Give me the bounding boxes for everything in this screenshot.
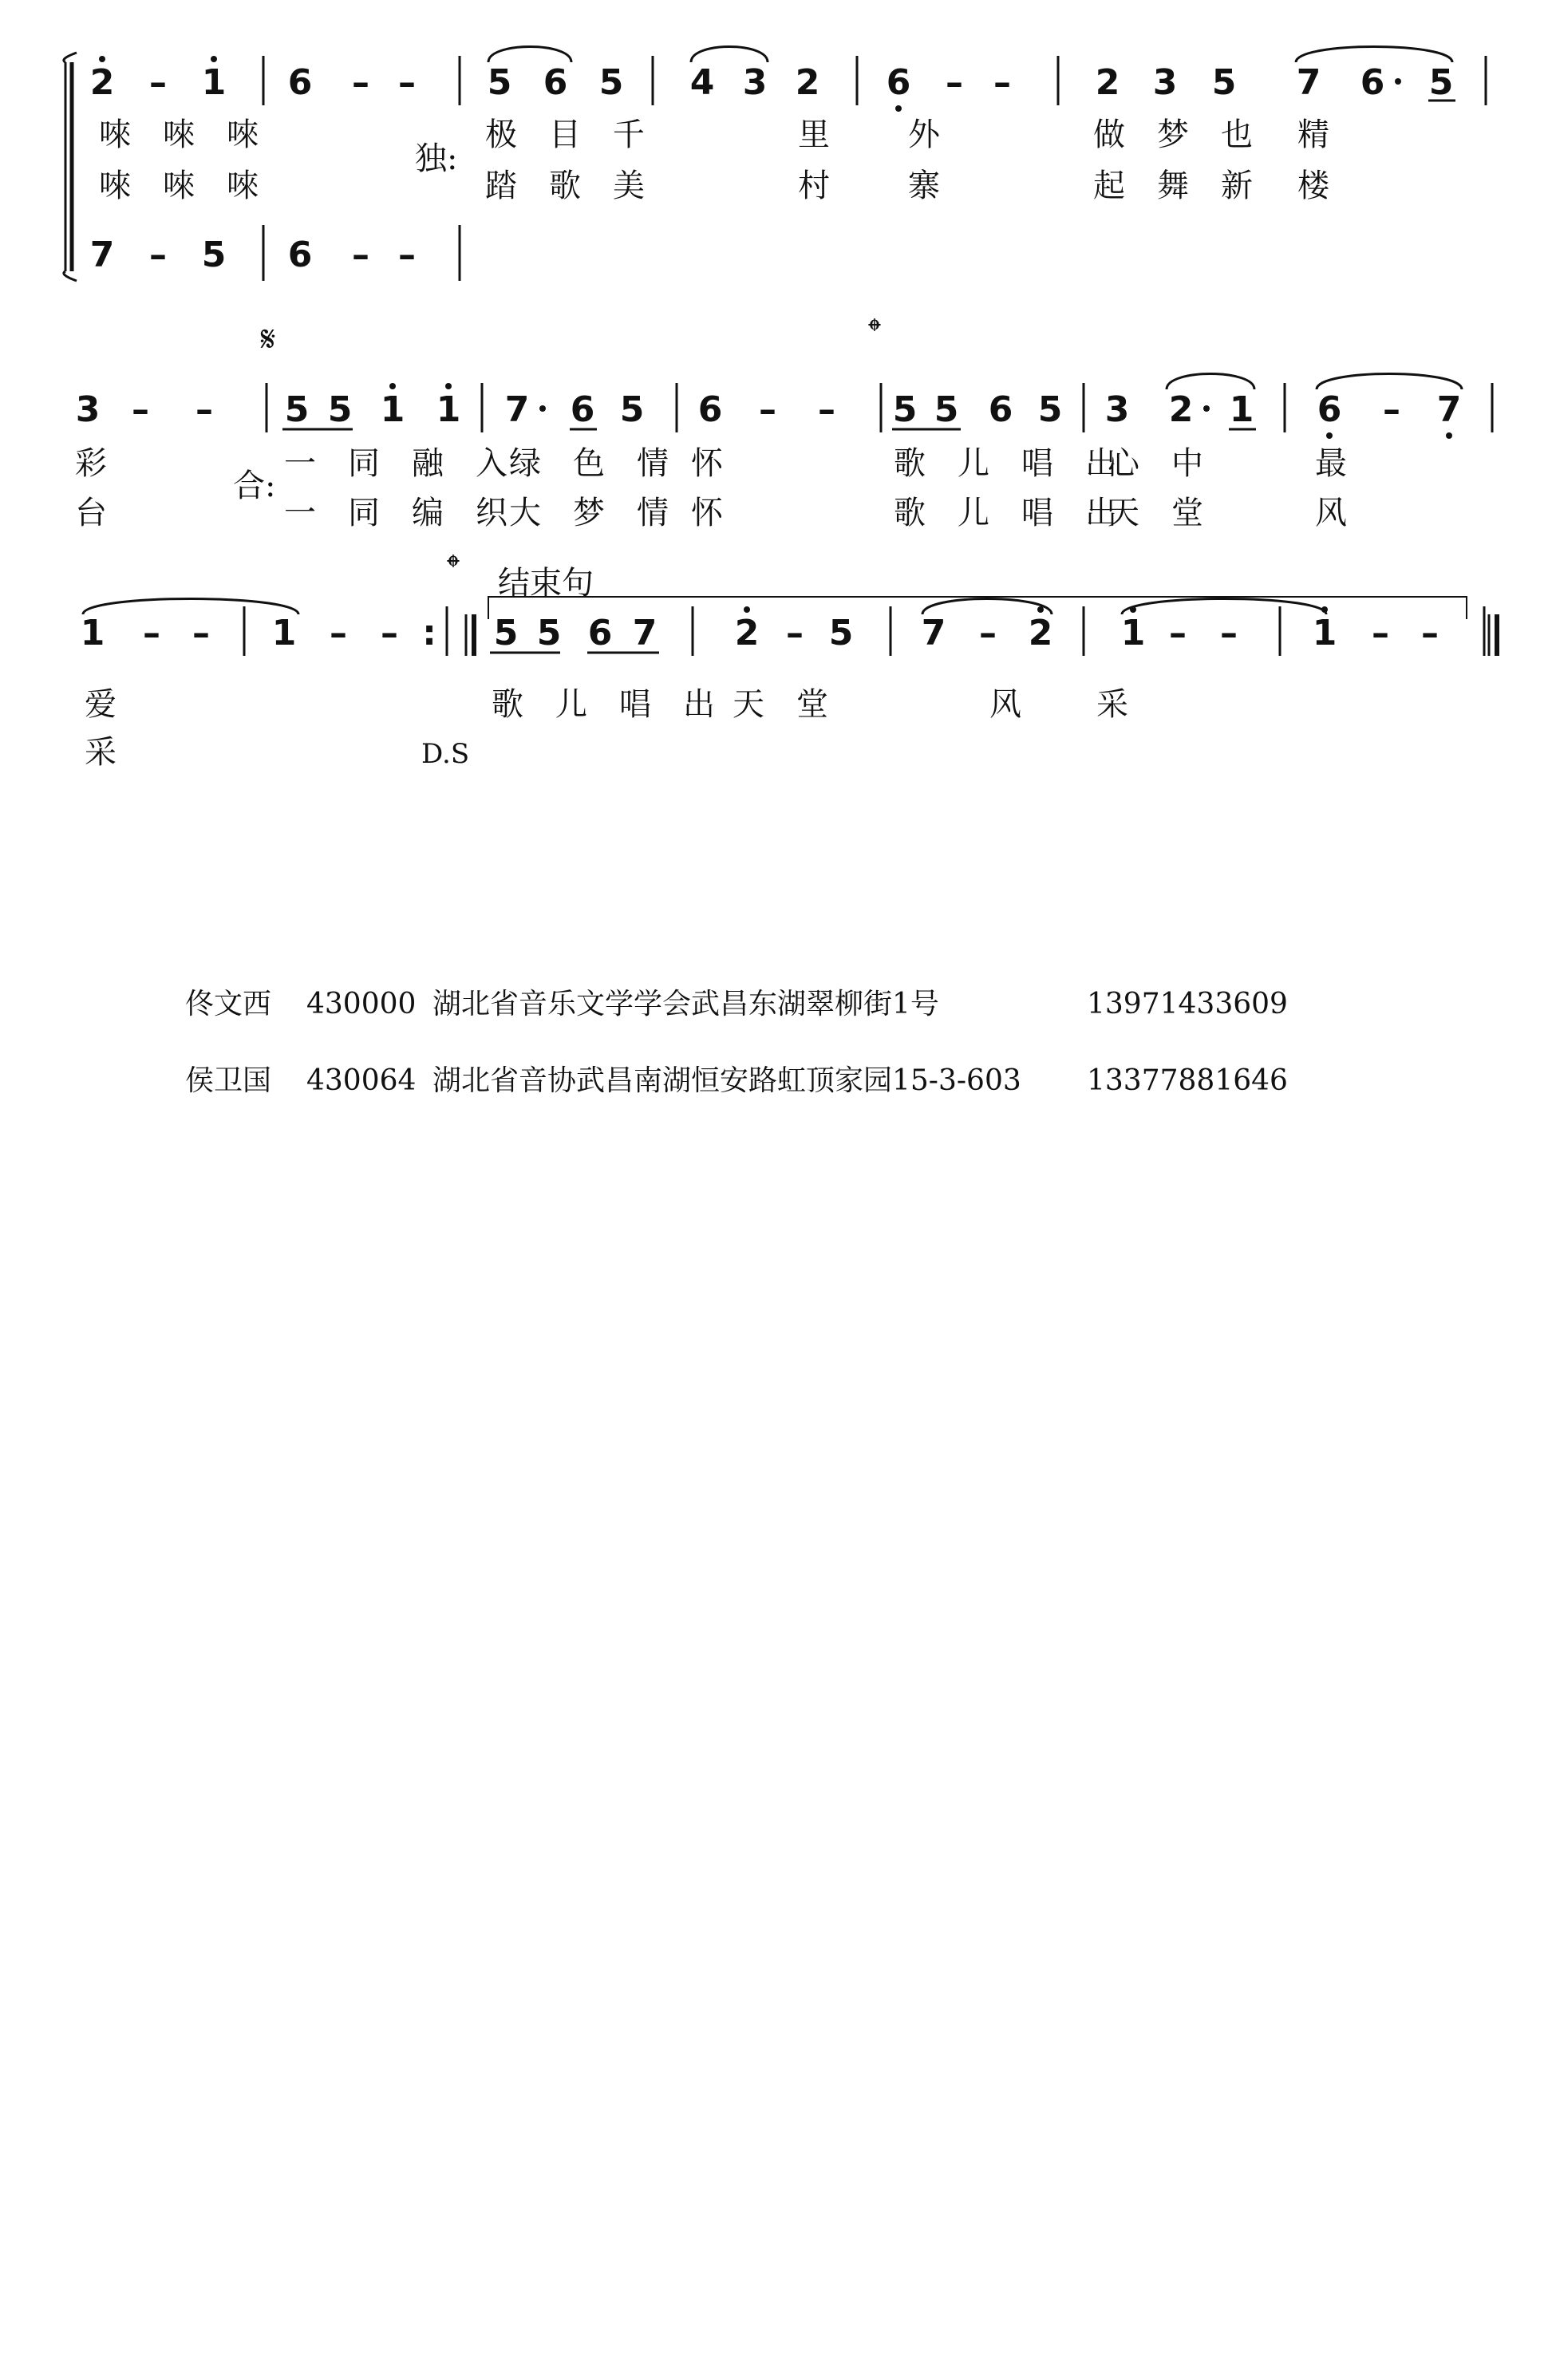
slur (1296, 47, 1452, 63)
lyric-text: 村 (798, 168, 830, 204)
slur (691, 47, 768, 63)
lyric-text: 歌 儿 唱 出 (894, 445, 1117, 482)
octave-dot-above (1037, 606, 1044, 613)
lyric-text: 唻 唻 唻 (99, 116, 259, 153)
slur (488, 47, 571, 63)
lyric-text: 爱 (85, 686, 116, 723)
jianpu-note: 2 (734, 613, 760, 653)
lyric-text: 大 梦 情 (509, 495, 669, 531)
chorus-label: 合: (233, 468, 276, 504)
jianpu-note: 5 (327, 389, 353, 430)
jianpu-note: 5 (201, 235, 227, 275)
lyric-text: 楼 (1297, 168, 1329, 204)
jianpu-note: 2 (1168, 389, 1194, 430)
jianpu-note: 3 (1152, 62, 1178, 103)
sustain-dash: – (352, 235, 369, 275)
coda-sign: 𝄌 (447, 547, 460, 588)
sustain-dash: – (1169, 613, 1187, 653)
jianpu-note: 1 (271, 613, 297, 653)
sustain-dash: – (1383, 389, 1400, 430)
sustain-dash: – (192, 613, 210, 653)
sustain-dash: – (1372, 613, 1389, 653)
jianpu-note: 6 (886, 62, 911, 103)
slur (1167, 374, 1254, 390)
jianpu-note: 1 (380, 389, 405, 430)
jianpu-note: 1 (1120, 613, 1146, 653)
jianpu-note: 7 (1296, 62, 1321, 103)
lyric-text: 心 中 (1108, 445, 1203, 482)
jianpu-note: 7 (921, 613, 946, 653)
sustain-dash: – (398, 62, 416, 103)
brace-hook (64, 53, 77, 62)
sustain-dash: – (993, 62, 1011, 103)
jianpu-note: 2 (1095, 62, 1120, 103)
octave-dot-below (1326, 432, 1333, 439)
contact-phone: 13971433609 (1087, 988, 1288, 1020)
jianpu-note: 7 (1436, 389, 1462, 430)
lyric-text: 做 梦 也 (1093, 116, 1253, 153)
sustain-dash: – (1421, 613, 1439, 653)
jianpu-note: 4 (689, 62, 715, 103)
contact-row (185, 1058, 1430, 1135)
coda-sign: 𝄌 (868, 311, 881, 352)
lyric-text: 怀 (691, 495, 723, 531)
lyric-text: 踏 歌 美 (485, 168, 645, 204)
brace-hook (64, 271, 77, 281)
ds-mark: D.S (421, 738, 470, 770)
contact-phone: 13377881646 (1087, 1064, 1288, 1097)
jianpu-note: 6 (1317, 389, 1342, 430)
jianpu-note: 5 (828, 613, 854, 653)
jianpu-note: 3 (742, 62, 768, 103)
sustain-dash: – (149, 235, 167, 275)
lyric-text: 一 同 编 织 (284, 495, 507, 531)
lyric-text: 天 堂 (1108, 495, 1203, 531)
jianpu-note: 5 (619, 389, 645, 430)
jianpu-note: 1 (1312, 613, 1337, 653)
augmentation-dot (539, 405, 546, 412)
jianpu-note: 6 (287, 62, 313, 103)
sustain-dash: – (195, 389, 213, 430)
sustain-dash: – (786, 613, 804, 653)
jianpu-note: 6 (587, 613, 613, 653)
sustain-dash: – (946, 62, 963, 103)
contact-postcode: 430000 (306, 988, 417, 1020)
lyric-text: 采 (85, 734, 116, 771)
jianpu-note: 1 (80, 613, 105, 653)
lyric-text: 一 同 融 入 (284, 445, 507, 482)
repeat-colon: : (422, 613, 436, 653)
jianpu-note: 3 (75, 389, 101, 430)
lyric-text: 最 (1315, 445, 1347, 482)
lyric-text: 唻 唻 唻 (99, 168, 259, 204)
contact-name: 佟文西 (185, 988, 272, 1020)
lyric-text: 歌 儿 唱 出 (492, 686, 715, 723)
jianpu-note: 6 (988, 389, 1013, 430)
augmentation-dot (1203, 405, 1210, 412)
sustain-dash: – (132, 389, 149, 430)
augmentation-dot (1395, 78, 1401, 85)
jianpu-note: 5 (284, 389, 310, 430)
octave-dot-above (211, 56, 217, 62)
octave-dot-below (895, 105, 902, 112)
segno-sign: 𝄋 (260, 319, 276, 360)
ending-phrase-label: 结束句 (498, 565, 594, 602)
sustain-dash: – (143, 613, 160, 653)
jianpu-note: 5 (892, 389, 918, 430)
contact-name: 侯卫国 (185, 1064, 272, 1097)
octave-dot-below (1446, 432, 1452, 439)
slur (1317, 374, 1462, 390)
jianpu-note: 7 (89, 235, 115, 275)
lyric-text: 彩 (75, 445, 107, 482)
lyric-text: 起 舞 新 (1093, 168, 1253, 204)
jianpu-note: 5 (1428, 62, 1454, 103)
jianpu-note: 6 (287, 235, 313, 275)
lyric-text: 采 (1096, 686, 1128, 723)
jianpu-note: 5 (487, 62, 512, 103)
solo-label: 独: (415, 140, 458, 177)
contact-address: 湖北省音协武昌南湖恒安路虹顶家园15-3-603 (432, 1064, 1021, 1097)
jianpu-note: 5 (934, 389, 959, 430)
jianpu-note: 2 (89, 62, 115, 103)
contacts-block (185, 981, 1430, 1135)
contact-row (185, 981, 1430, 1058)
jianpu-note: 3 (1104, 389, 1130, 430)
sustain-dash: – (759, 389, 776, 430)
lyric-text: 外 (908, 116, 940, 153)
sustain-dash: – (352, 62, 369, 103)
lyric-text: 风 (989, 686, 1021, 723)
jianpu-note: 6 (543, 62, 568, 103)
lyric-text: 天 堂 (733, 686, 828, 723)
jianpu-note: 6 (697, 389, 723, 430)
octave-dot-above (744, 606, 750, 613)
lyric-text: 歌 儿 唱 出 (894, 495, 1117, 531)
octave-dot-above (389, 383, 396, 389)
jianpu-note: 5 (536, 613, 562, 653)
jianpu-note: 7 (632, 613, 658, 653)
contact-address: 湖北省音乐文学学会武昌东湖翠柳街1号 (432, 988, 939, 1020)
lyric-text: 极 目 千 (485, 116, 645, 153)
sustain-dash: – (979, 613, 997, 653)
lyric-text: 怀 (691, 445, 723, 482)
octave-dot-above (99, 56, 105, 62)
lyric-text: 风 (1315, 495, 1347, 531)
octave-dot-above (445, 383, 452, 389)
lyric-text: 寨 (908, 168, 940, 204)
score-sheet (0, 0, 1552, 798)
jianpu-note: 1 (436, 389, 461, 430)
sustain-dash: – (398, 235, 416, 275)
sustain-dash: – (818, 389, 835, 430)
lyric-text: 台 (75, 495, 107, 531)
sustain-dash: – (330, 613, 347, 653)
jianpu-note: 5 (493, 613, 519, 653)
jianpu-note: 5 (1211, 62, 1237, 103)
jianpu-note: 5 (1037, 389, 1063, 430)
sustain-dash: – (381, 613, 398, 653)
contact-postcode: 430064 (306, 1064, 417, 1097)
jianpu-note: 2 (1028, 613, 1053, 653)
jianpu-note: 6 (570, 389, 595, 430)
lyric-text: 里 (798, 116, 830, 153)
jianpu-note: 5 (598, 62, 624, 103)
jianpu-note: 1 (1229, 389, 1254, 430)
lyric-text: 绿 色 情 (509, 445, 669, 482)
sustain-dash: – (1220, 613, 1238, 653)
jianpu-note: 6 (1360, 62, 1385, 103)
jianpu-note: 2 (795, 62, 820, 103)
lyric-text: 精 (1297, 116, 1329, 153)
slur (83, 599, 298, 615)
sustain-dash: – (149, 62, 167, 103)
jianpu-note: 1 (201, 62, 227, 103)
jianpu-note: 7 (504, 389, 530, 430)
